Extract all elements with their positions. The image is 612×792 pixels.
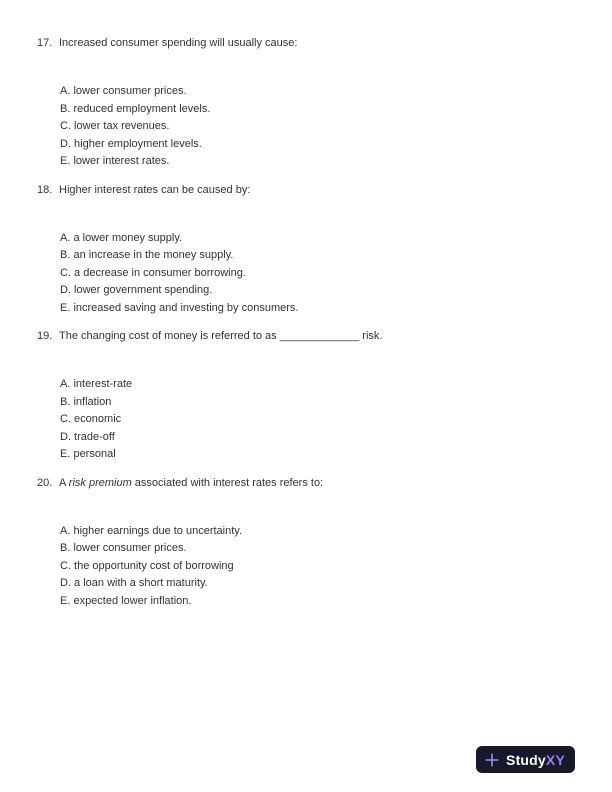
answer-option: E. lower interest rates. (60, 155, 170, 167)
plus-icon (484, 752, 500, 768)
question-text-pre: Higher interest rates can be caused by: (59, 183, 251, 196)
question-number: 17. (37, 37, 53, 49)
answer-option: B. an increase in the money supply. (60, 249, 234, 261)
answer-option: E. expected lower inflation. (60, 594, 192, 607)
answer-option: C. economic (60, 413, 122, 425)
options-list (60, 230, 572, 318)
question-number: 19. (37, 330, 53, 342)
question-heading (37, 475, 572, 492)
options-list (60, 376, 572, 464)
question-text (59, 475, 572, 492)
question-text-pre: A (59, 476, 69, 489)
answer-option: A. interest-rate (60, 378, 133, 390)
answer-option: E. increased saving and investing by consumers. (60, 301, 299, 314)
question-text-italic: risk premium (68, 476, 132, 489)
question-heading (37, 328, 572, 345)
answer-option: E. personal (60, 448, 116, 460)
brand-wordmark (506, 753, 565, 767)
answer-option: A. lower consumer prices. (60, 85, 187, 97)
question-text-post: associated with interest rates refers to: (131, 476, 324, 489)
question-text-pre: Increased consumer spending will usually cause: (59, 37, 298, 49)
question-heading (37, 35, 572, 52)
question-text-pre: The changing cost of money is referred to as _____________ risk. (59, 330, 383, 342)
studyxy-logo (476, 746, 575, 773)
brand-xy-label: XY (545, 751, 565, 768)
brand-study-label: Study (506, 751, 546, 768)
question-text (59, 35, 572, 52)
answer-option: C. a decrease in consumer borrowing. (60, 266, 246, 279)
answer-option: A. higher earnings due to uncertainty. (60, 524, 243, 537)
answer-option: D. a loan with a short maturity. (60, 577, 208, 589)
question-block-19 (37, 328, 572, 464)
answer-option: D. lower government spending. (60, 284, 213, 296)
question-heading (37, 182, 572, 199)
answer-option: C. the opportunity cost of borrowing (60, 559, 234, 572)
answer-option: D. trade-off (60, 430, 115, 443)
answer-option: D. higher employment levels. (60, 137, 202, 150)
answer-option: A. a lower money supply. (60, 231, 183, 244)
answer-option: B. reduced employment levels. (60, 102, 211, 115)
question-block-17 (37, 35, 572, 171)
question-number: 18. (37, 183, 53, 196)
answer-option: B. lower consumer prices. (60, 542, 187, 554)
options-list (60, 83, 572, 171)
question-text (59, 328, 572, 345)
options-list (60, 523, 572, 611)
answer-option: B. inflation (60, 395, 112, 408)
question-block-20 (37, 475, 572, 611)
answer-option: C. lower tax revenues. (60, 120, 170, 132)
question-number: 20. (37, 476, 53, 489)
question-text (59, 182, 572, 199)
question-block-18 (37, 182, 572, 318)
